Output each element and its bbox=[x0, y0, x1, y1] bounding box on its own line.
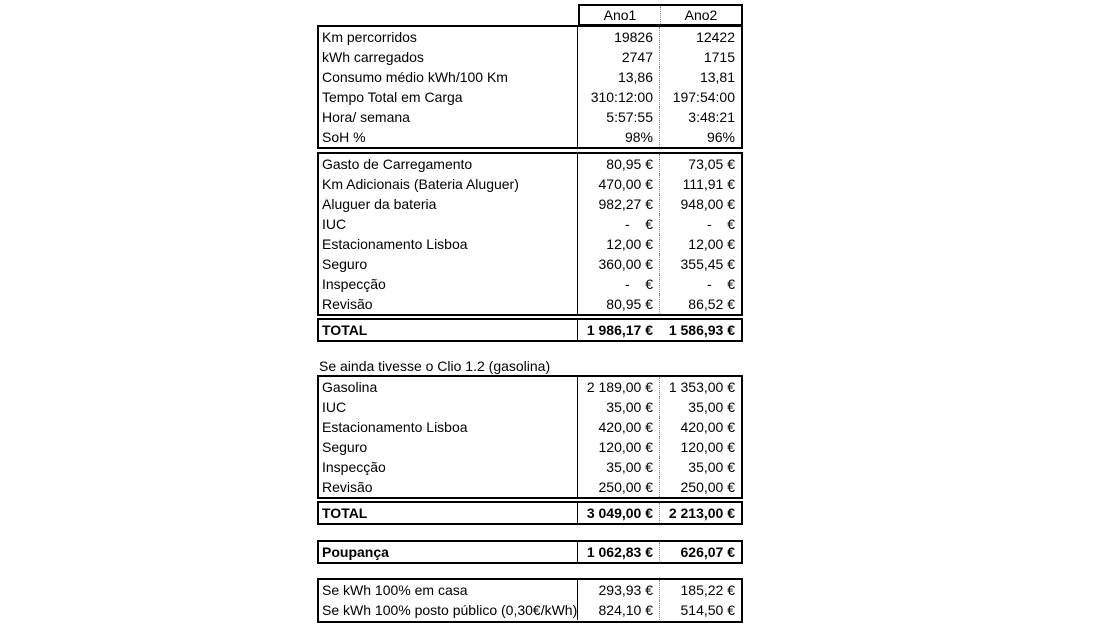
year-header-row bbox=[578, 4, 743, 26]
ano1-value: 80,95 € bbox=[577, 294, 659, 314]
ano1-value: 35,00 € bbox=[577, 457, 659, 477]
row-label: Se kWh 100% em casa bbox=[322, 582, 468, 598]
row-label: Inspecção bbox=[322, 276, 386, 292]
ano1-value: 420,00 € bbox=[577, 417, 659, 437]
section-ev-costs bbox=[317, 152, 743, 316]
ano2-value: 120,00 € bbox=[659, 437, 741, 457]
ano1-value: 35,00 € bbox=[577, 397, 659, 417]
table-row bbox=[319, 234, 741, 254]
table-row bbox=[319, 107, 741, 127]
table-row bbox=[319, 457, 741, 477]
table-row bbox=[319, 377, 741, 397]
table-row bbox=[319, 27, 741, 47]
table-row bbox=[319, 437, 741, 457]
row-label: Seguro bbox=[322, 439, 368, 455]
ev-total-row bbox=[317, 318, 743, 342]
header-ano1: Ano1 bbox=[603, 7, 637, 23]
section-scenarios bbox=[317, 578, 743, 623]
savings-label: Poupança bbox=[322, 544, 389, 560]
ano1-value: 293,93 € bbox=[577, 580, 659, 600]
table-row bbox=[319, 580, 741, 600]
ano2-value: 185,22 € bbox=[659, 580, 741, 600]
row-label: Seguro bbox=[322, 256, 368, 272]
section-ice-costs bbox=[317, 375, 743, 499]
total-label: TOTAL bbox=[322, 322, 368, 338]
table-row bbox=[319, 274, 741, 294]
row-label: Gasolina bbox=[322, 379, 378, 395]
ano1-value: 250,00 € bbox=[577, 477, 659, 497]
table-row bbox=[319, 294, 741, 314]
ano2-value: 948,00 € bbox=[659, 194, 741, 214]
ano1-value: - € bbox=[577, 214, 659, 234]
ano2-value: 96% bbox=[659, 127, 741, 147]
ano2-value: 111,91 € bbox=[659, 174, 741, 194]
ano1-value: 19826 bbox=[577, 27, 659, 47]
ano1-value: - € bbox=[577, 274, 659, 294]
table-row bbox=[319, 417, 741, 437]
ano1-value: 2 189,00 € bbox=[577, 377, 659, 397]
table-row bbox=[319, 477, 741, 497]
ano2-value: 1 353,00 € bbox=[659, 377, 741, 397]
row-label: Estacionamento Lisboa bbox=[322, 419, 468, 435]
row-label: Km percorridos bbox=[322, 29, 417, 45]
table-row bbox=[319, 127, 741, 147]
ano1-value: 470,00 € bbox=[577, 174, 659, 194]
total-label: TOTAL bbox=[322, 505, 368, 521]
table-row-total bbox=[319, 320, 741, 340]
ice-total-row bbox=[317, 501, 743, 525]
ano2-value: 514,50 € bbox=[659, 600, 741, 620]
ano1-value: 13,86 bbox=[577, 67, 659, 87]
cost-comparison-table bbox=[317, 4, 743, 619]
table-row bbox=[319, 87, 741, 107]
table-row bbox=[319, 47, 741, 67]
ano1-value: 120,00 € bbox=[577, 437, 659, 457]
table-row bbox=[319, 154, 741, 174]
table-row-total bbox=[319, 503, 741, 523]
ano2-value: - € bbox=[659, 274, 741, 294]
ano1-value: 1 062,83 € bbox=[577, 542, 659, 562]
row-label: Revisão bbox=[322, 296, 373, 312]
ano2-value: 3:48:21 bbox=[659, 107, 741, 127]
row-label: Hora/ semana bbox=[322, 109, 410, 125]
row-label: IUC bbox=[322, 216, 347, 232]
table-row bbox=[319, 174, 741, 194]
ano2-value: 197:54:00 bbox=[659, 87, 741, 107]
ano1-value: 824,10 € bbox=[577, 600, 659, 620]
ano2-value: 250,00 € bbox=[659, 477, 741, 497]
table-row bbox=[319, 600, 741, 620]
ano2-value: 35,00 € bbox=[659, 457, 741, 477]
savings-row bbox=[317, 540, 743, 564]
ano1-value: 12,00 € bbox=[577, 234, 659, 254]
ano1-value: 3 049,00 € bbox=[577, 503, 659, 523]
row-label: SoH % bbox=[322, 129, 366, 145]
row-label: Tempo Total em Carga bbox=[322, 89, 463, 105]
ano1-value: 982,27 € bbox=[577, 194, 659, 214]
ano2-value: 1 586,93 € bbox=[668, 322, 735, 338]
ano2-value: 626,07 € bbox=[659, 542, 741, 562]
row-label: Consumo médio kWh/100 Km bbox=[322, 69, 508, 85]
ano2-value: 355,45 € bbox=[659, 254, 741, 274]
table-row bbox=[319, 254, 741, 274]
ice-section-title: Se ainda tivesse o Clio 1.2 (gasolina) bbox=[319, 358, 551, 374]
ano2-value: 12,00 € bbox=[659, 234, 741, 254]
table-row-total bbox=[319, 542, 741, 562]
row-label: Estacionamento Lisboa bbox=[322, 236, 468, 252]
ano1-value: 5:57:55 bbox=[577, 107, 659, 127]
row-label: Aluguer da bateria bbox=[322, 196, 437, 212]
ano1-value: 98% bbox=[577, 127, 659, 147]
row-label: Revisão bbox=[322, 479, 373, 495]
row-label: IUC bbox=[322, 399, 347, 415]
ano1-value: 310:12:00 bbox=[577, 87, 659, 107]
ano2-value: 13,81 bbox=[659, 67, 741, 87]
ano2-value: 12422 bbox=[659, 27, 741, 47]
ano2-value: - € bbox=[659, 214, 741, 234]
ano2-value: 86,52 € bbox=[659, 294, 741, 314]
row-label: Inspecção bbox=[322, 459, 386, 475]
row-label: Gasto de Carregamento bbox=[322, 156, 473, 172]
row-label: Se kWh 100% posto público (0,30€/kWh) bbox=[322, 602, 577, 618]
ano2-value: 73,05 € bbox=[659, 154, 741, 174]
ano2-value: 420,00 € bbox=[659, 417, 741, 437]
table-row bbox=[319, 194, 741, 214]
ano1-value: 2747 bbox=[577, 47, 659, 67]
row-label: kWh carregados bbox=[322, 49, 424, 65]
table-row bbox=[319, 67, 741, 87]
ano2-value: 35,00 € bbox=[659, 397, 741, 417]
header-ano2: Ano2 bbox=[660, 6, 741, 24]
section-usage bbox=[317, 25, 743, 149]
ano1-value: 80,95 € bbox=[577, 154, 659, 174]
ano2-value: 2 213,00 € bbox=[659, 503, 741, 523]
table-row bbox=[319, 214, 741, 234]
ano1-value: 1 986,17 € bbox=[577, 320, 659, 340]
ano1-value: 360,00 € bbox=[577, 254, 659, 274]
table-row bbox=[319, 397, 741, 417]
ano2-value: 1715 bbox=[659, 47, 741, 67]
row-label: Km Adicionais (Bateria Aluguer) bbox=[322, 176, 519, 192]
